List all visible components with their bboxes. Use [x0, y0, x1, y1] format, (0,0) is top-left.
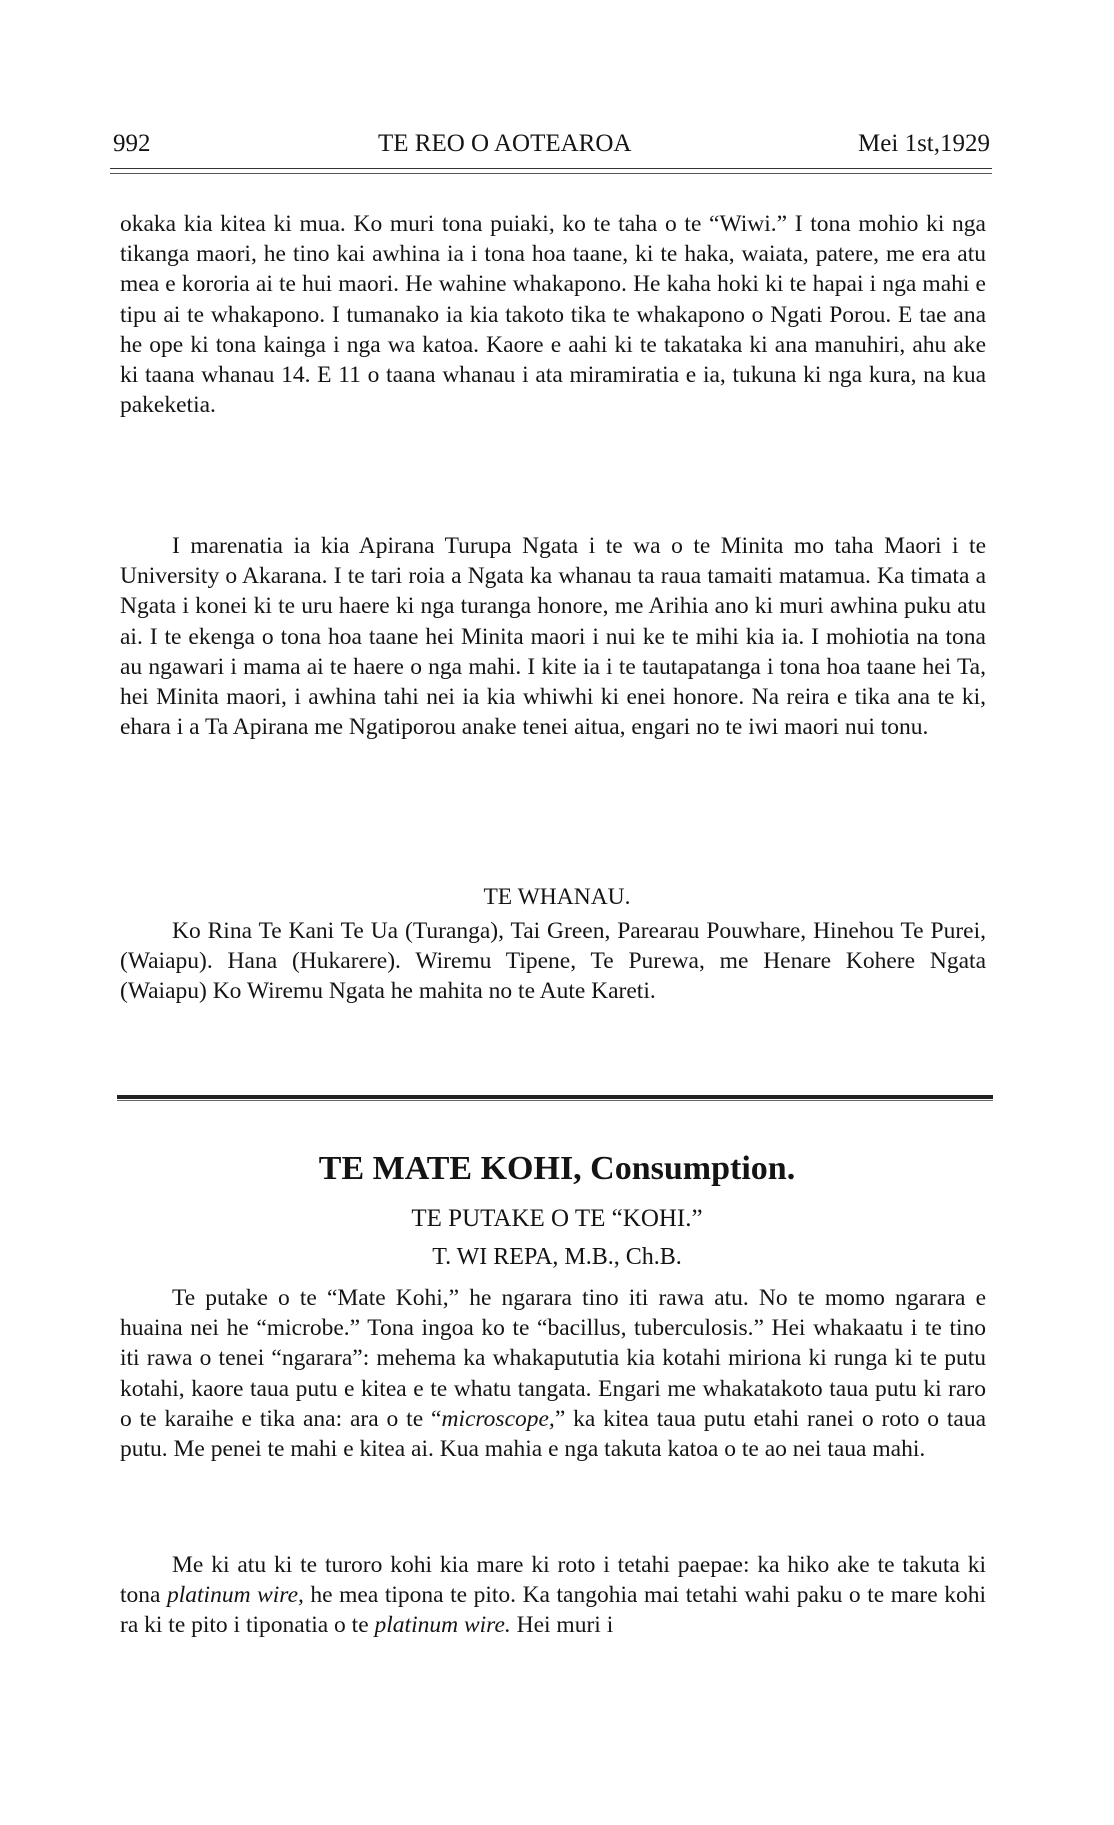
header-divider — [110, 168, 992, 169]
obituary-paragraph-1: okaka kia kitea ki mua. Ko muri tona puiaki, ko te taha o te “Wiwi.” I tona mohio ki nga tikanga maori, he tino kai awhina ia i tona hoa taane, ki te haka, waiata, patere, me era atu mea e kororia ai te hui maori. He wahine whakapono. He kaha hoki ki te hapai i nga mahi e tipu ai te whakapono. I tumanako ia kia takoto tika te whakapono o Ngati Porou. E tae ana he ope ki tona kainga i nga wa katoa. Kaore e aahi ki te takataka ki ana manuhiri, ahu ake ki taana whanau 14. E 11 o taana whanau i ata miramiratia e ia, tukuna ki nga kura, na kua pakeketia. — [120, 211, 986, 419]
microscope-term: microscope, — [441, 1405, 555, 1432]
article-subtitle: TE PUTAKE O TE “KOHI.” — [411, 1205, 703, 1232]
article-paragraph-2-text-b: he mea tipona te pito. Ka tangohia mai tetahi wahi paku o te mare kohi ra ki te pito i tiponatia o te — [120, 1582, 986, 1639]
article-paragraph-1 — [120, 1283, 986, 1464]
article-title: TE MATE KOHI, Consumption. — [318, 1150, 796, 1187]
platinum-wire-term-2: platinum wire. — [374, 1612, 511, 1639]
article-paragraph-2 — [120, 1550, 986, 1641]
section-divider — [117, 1095, 993, 1099]
journal-title: TE REO O AOTEAROA — [378, 130, 632, 157]
article-paragraph-2-text-c: Hei muri i — [510, 1612, 614, 1639]
article-paragraph-2-text-a: Me ki atu ki te turoro kohi kia mare ki roto i tetahi paepae: ka hiko ake te takuta ki tona — [120, 1552, 986, 1609]
whanau-heading: TE WHANAU. — [483, 884, 631, 910]
running-header — [113, 130, 990, 164]
obituary-paragraph-2: I marenatia ia kia Apirana Turupa Ngata i te wa o te Minita mo taha Maori i te University o Akarana. I te tari roia a Ngata ka whanau ta raua tamaiti matamua. Ka timata a Ngata i konei ki te uru haere ki nga turanga honore, me Arihia ano ki muri awhina puku atu ai. I te ekenga o tona hoa taane hei Minita maori i nui ke te mihi kia ia. I mohiotia na tona au ngawari i mama ai te haere o nga mahi. I kite ia i te tautapatanga i tona hoa taane hei Ta, hei Minita maori, i awhina tahi nei ia kia whiwhi ki enei honore. Na reira e tika ana te ki, ehara i a Ta Apirana me Ngatiporou anake tenei aitua, engari no te iwi maori nui tonu. — [120, 533, 986, 741]
article-author: T. WI REPA, M.B., Ch.B. — [432, 1244, 682, 1270]
article-paragraph-1-text-b: ” ka kitea taua putu etahi ranei o roto o taua putu. Me penei te mahi e kitea ai. Kua mahia e nga takuta katoa o te ao nei taua mahi. — [120, 1405, 986, 1463]
article-paragraph-1-text-a: Te putake o te “Mate Kohi,” he ngarara tino iti rawa atu. No te momo ngarara e huaina nei he “microbe.” Tona ingoa ko te “bacillus, tuberculosis.” Hei whakaatu i te tino iti rawa o tenei “ngarara”: mehema ka whakapututia kia kotahi miriona ki runga ki te putu kotahi, kaore taua putu e kitea e te whatu tangata. Engari me whakatakoto taua putu ki raro o te karaihe e tika ana: ara o te “ — [120, 1285, 986, 1432]
page-number: 992 — [113, 130, 151, 157]
header-divider-secondary — [110, 173, 992, 174]
section-divider-secondary — [117, 1100, 993, 1101]
platinum-wire-term-1: platinum wire, — [167, 1582, 304, 1609]
whanau-paragraph: Ko Rina Te Kani Te Ua (Turanga), Tai Green, Parearau Pouwhare, Hinehou Te Purei, (Waiapu). Hana (Hukarere). Wiremu Tipene, Te Purewa, me Henare Kohere Ngata (Waiapu) Ko Wiremu Ngata he mahita no te Aute Kareti. — [120, 918, 986, 1005]
issue-date: Mei 1st,1929 — [858, 130, 990, 157]
